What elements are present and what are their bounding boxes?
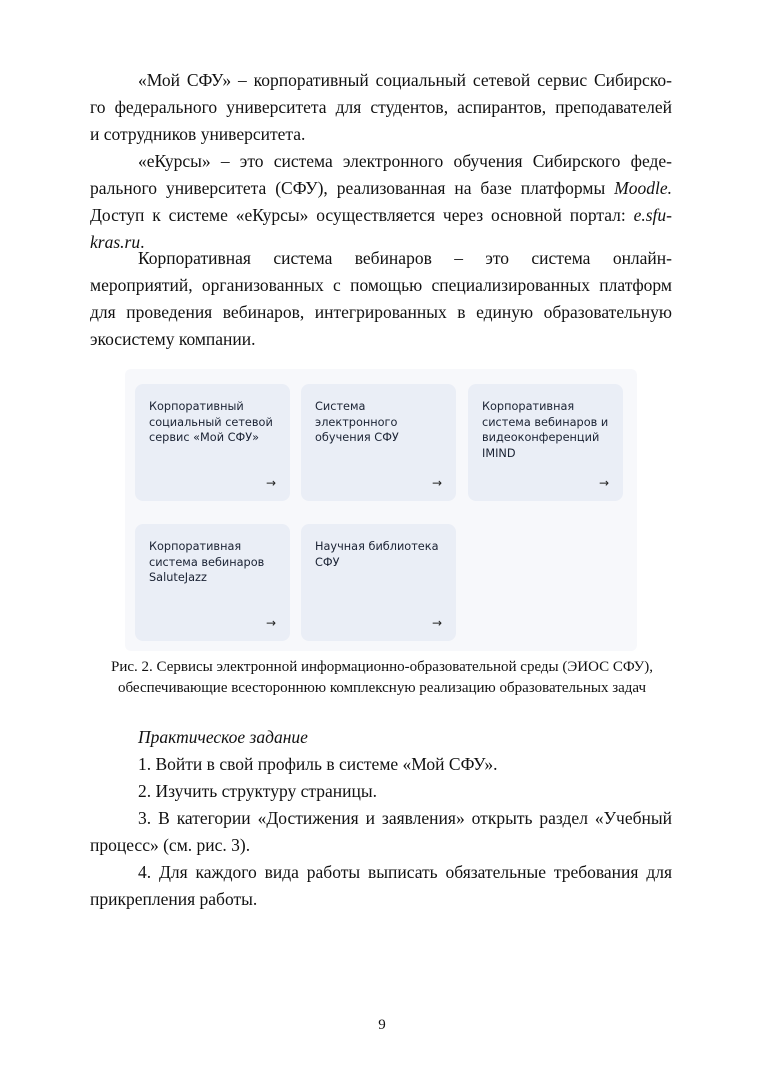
text-line: «еКурсы» – это система электронного обучения Сибирского феде- [138, 151, 672, 171]
portal-link-text: e.sfu- [633, 205, 672, 225]
arrow-right-icon: → [431, 476, 442, 490]
paragraph-moy-sfu [90, 67, 672, 148]
paragraph-webinars [90, 245, 672, 353]
text-fragment: Доступ к системе «еКурсы» осуществляется через основной портал: [90, 205, 634, 225]
text-line: экосистему компании. [90, 329, 256, 349]
service-card-title: Корпоративный социальный сетевой сервис «Мой СФУ» [149, 400, 273, 444]
arrow-right-icon: → [431, 616, 442, 630]
text-fragment: рального университета (СФУ), реализованная на базе платформы [90, 178, 615, 198]
arrow-right-icon: → [265, 616, 276, 630]
service-card-imind[interactable] [468, 384, 623, 501]
service-card-eoc[interactable] [301, 384, 456, 501]
service-card-salutejazz[interactable] [135, 524, 290, 641]
task-item: 3. В категории «Достижения и заявления» открыть раздел «Учебный [138, 808, 672, 828]
service-card-moy-sfu[interactable] [135, 384, 290, 501]
task-heading-text: Практическое задание [138, 727, 308, 747]
text-fragment-italic: Moodle. [614, 178, 672, 198]
services-figure [125, 369, 637, 651]
service-card-title: Корпоративная система вебинаров SaluteJazz [149, 540, 265, 584]
text-line: для проведения вебинаров, интегрированных в единую образовательную [90, 302, 672, 322]
text-line: Корпоративная система вебинаров – это система онлайн- [138, 248, 672, 268]
caption-line: Рис. 2. Сервисы электронной информационно-образовательной среды (ЭИОС СФУ), [111, 659, 653, 675]
task-heading [90, 724, 672, 751]
task-item-continued: процесс» (см. рис. 3). [90, 835, 251, 855]
page-number: 9 [378, 1017, 386, 1033]
task-item: 2. Изучить структуру страницы. [138, 781, 377, 801]
task-item: 1. Войти в свой профиль в системе «Мой СФУ». [138, 754, 498, 774]
figure-caption [70, 657, 694, 699]
service-card-title: Научная библиотека СФУ [315, 540, 439, 569]
arrow-right-icon: → [265, 476, 276, 490]
text-line [90, 175, 672, 202]
text-fragment: . [140, 232, 145, 252]
text-line: мероприятий, организованных с помощью специализированных платформ [90, 275, 672, 295]
arrow-right-icon: → [598, 476, 609, 490]
task-item-continued: прикрепления работы. [90, 889, 258, 909]
text-line: го федерального университета для студентов, аспирантов, преподавателей [90, 97, 672, 117]
text-line: «Мой СФУ» – корпоративный социальный сетевой сервис Сибирско- [138, 70, 672, 90]
paragraph-ekursy [90, 148, 672, 256]
service-card-title: Корпоративная система вебинаров и видеоконференций IMIND [482, 400, 609, 460]
portal-link-text: kras.ru [90, 232, 141, 252]
practical-task [90, 724, 672, 913]
service-card-title: Система электронного обучения СФУ [315, 400, 399, 444]
caption-line: обеспечивающие всестороннюю комплексную реализацию образовательных задач [117, 680, 647, 696]
service-card-library[interactable] [301, 524, 456, 641]
text-line: и сотрудников университета. [90, 124, 306, 144]
text-line [90, 202, 672, 229]
task-item: 4. Для каждого вида работы выписать обязательные требования для [138, 862, 672, 882]
